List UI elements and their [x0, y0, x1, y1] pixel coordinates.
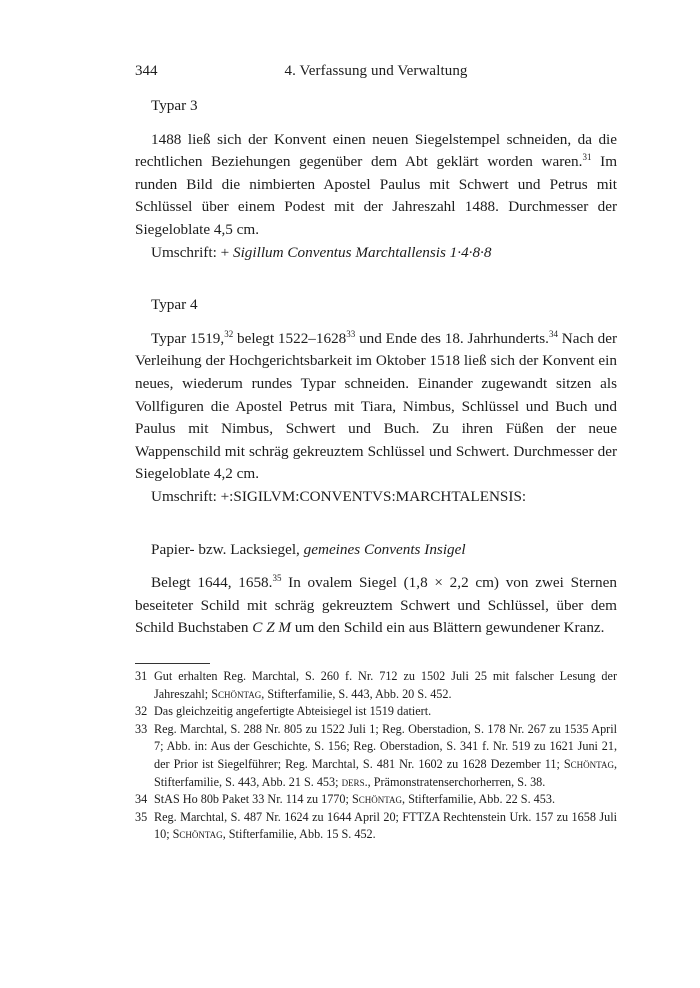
- paragraph-text: 1488 ließ sich der Konvent einen neuen Siegelstempel schneiden, da die rechtlichen Beziehungen gegenüber dem Abt geklärt worden waren.: [135, 130, 617, 171]
- paragraph-text: um den Schild ein aus Blättern gewundener Kranz.: [291, 619, 605, 637]
- footnote-text: , Prämonstratenserchorherren, S. 38.: [367, 774, 546, 789]
- footnote-31: [135, 668, 617, 703]
- paragraph-text: Im runden Bild die nimbierten Apostel Paulus mit Schwert und Petrus mit Schlüssel über einem Podest mit der Jahreszahl 1488. Durchmesser der Siegeloblate 4,5 cm.: [135, 153, 618, 238]
- inscription-label: Umschrift:: [151, 243, 221, 261]
- footnote-33: [135, 721, 617, 791]
- footnote-text: Gut erhalten Reg. Marchtal, S. 260 f. Nr. 712 zu 1502 Juli 25 mit falscher Lesung der Jahreszahl;: [154, 669, 617, 701]
- footnote-author: Schöntag: [172, 827, 223, 842]
- footnote-text: , Stifterfamilie, Abb. 15 S. 452.: [222, 827, 376, 842]
- footnote-text: , Stifterfamilie, Abb. 22 S. 453.: [402, 792, 556, 807]
- footnote-ref: 32: [224, 328, 234, 339]
- inscription-label: Umschrift:: [151, 487, 221, 505]
- footnote-ref: 35: [272, 573, 282, 584]
- footnote-ref: 33: [346, 328, 356, 339]
- footnote-number: 34: [135, 792, 148, 807]
- footnote-author: Schöntag: [351, 792, 402, 807]
- page-header: [135, 63, 617, 83]
- seal-letters: C Z M: [252, 619, 292, 637]
- heading-italic-text: gemeines Convents Insigel: [303, 540, 466, 558]
- paragraph-text: Nach der Verleihung der Hochgerichtsbarkeit im Oktober 1518 ließ sich der Konvent ein neues, wiederum rundes Typar schneiden. Einander zugewandt sitzen als Vollfiguren die Apostel Petrus mit Tiara, Nimbus, Schlüssel und Buch und Paulus mit Nimbus, Schwert und Buch. Zu ihren Füßen der neue Wappenschild mit schräg gekreuztem Schlüssel und Schwert. Durchmesser der Siegeloblate 4,2 cm.: [135, 329, 618, 483]
- paragraph-typar-3: [135, 129, 617, 242]
- footnote-text: Das gleichzeitig angefertigte Abteisiegel ist 1519 datiert.: [154, 704, 432, 719]
- footnote-author: Schöntag: [211, 686, 262, 701]
- inscription-typar-4: [135, 486, 617, 509]
- footnote-text: StAS Ho 80b Paket 33 Nr. 114 zu 1770;: [154, 792, 352, 807]
- footnote-34: [135, 791, 617, 809]
- section-heading-lacksiegel: [135, 539, 617, 562]
- main-text: [135, 95, 617, 640]
- footnote-ref: 31: [582, 152, 592, 163]
- inscription-text: Sigillum Conventus Marchtallensis 1·4·8·8: [232, 243, 492, 261]
- heading-text: Papier- bzw. Lacksiegel,: [151, 540, 304, 558]
- footnote-number: 31: [135, 669, 148, 683]
- footnote-text: Reg. Marchtal, S. 288 Nr. 805 zu 1522 Juli 1; Reg. Oberstadion, S. 178 Nr. 267 zu 1535 April 7; Abb. in: Aus der Geschichte, S. 156; Reg. Oberstadion, S. 341 f. Nr. 519 zu 1621 Juni 21, der Prior ist Siegelführer; Reg. Marchtal, S. 481 Nr. 1602 zu 1628 Dezember 11;: [154, 721, 617, 771]
- paragraph-text: belegt 1522–1628: [233, 329, 347, 347]
- paragraph-typar-4: [135, 328, 617, 486]
- running-head: 4. Verfassung und Verwaltung: [284, 63, 468, 79]
- footnote-number: 32: [135, 704, 148, 719]
- footnote-text: Reg. Marchtal, S. 487 Nr. 1624 zu 1644 April 20; FTTZA Rechtenstein Urk. 157 zu 1658 Juli 10;: [154, 809, 617, 842]
- inscription-typar-3: [135, 242, 617, 265]
- paragraph-text: In ovalem Siegel (1,8 × 2,2 cm) von zwei Sternen beseiteter Schild mit schräg gekreuztem Schwert und Schlüssel, über dem Schild Buchstaben: [135, 574, 617, 637]
- paragraph-text: und Ende des 18. Jahrhunderts.: [355, 329, 549, 347]
- footnote-number: 35: [135, 809, 148, 824]
- paragraph-text: Typar 1519,: [151, 329, 225, 347]
- section-heading-typar-3: Typar 3: [151, 97, 198, 114]
- footnote-35: [135, 809, 617, 844]
- footnote-ref: 34: [548, 328, 558, 339]
- footnotes: [135, 668, 617, 844]
- footnote-text: , Stifterfamilie, S. 443, Abb. 21 S. 453;: [154, 756, 617, 789]
- footnote-32: [135, 703, 617, 721]
- page-number: 344: [135, 63, 158, 79]
- footnote-separator: [135, 663, 210, 664]
- inscription-text: +:SIGILVM:CONVENTVS:MARCHTALENSIS:: [220, 487, 527, 505]
- footnote-text: , Stifterfamilie, S. 443, Abb. 20 S. 452.: [261, 686, 452, 701]
- footnote-author: ders.: [341, 774, 368, 789]
- footnote-author: Schöntag: [563, 756, 614, 771]
- section-heading-typar-4: Typar 4: [151, 296, 198, 314]
- paragraph-text: Belegt 1644, 1658.: [151, 574, 273, 592]
- paragraph-lacksiegel: [135, 572, 617, 640]
- footnote-number: 33: [135, 721, 148, 736]
- inscription-prefix: +: [220, 243, 233, 261]
